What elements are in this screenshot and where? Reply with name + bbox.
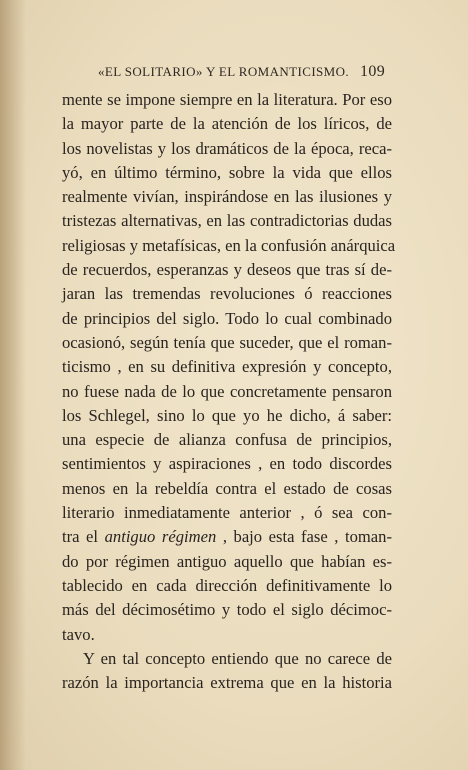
text-line: do por régimen antiguo aquello que habían es- [62, 551, 392, 571]
text-line: realmente vivían, inspirándose en las ilusiones y [62, 187, 392, 207]
page-number: 109 [360, 63, 386, 80]
text-line: ocasionó, según tenía que suceder, que el roman- [62, 332, 392, 352]
body-text [62, 88, 396, 695]
binding-gutter-shadow [0, 0, 26, 770]
text-line: ticismo , en su definitiva expresión y concepto, [62, 357, 392, 377]
text-line: los novelistas y los dramáticos de la época, reca- [62, 138, 392, 158]
text-line: de principios del siglo. Todo lo cual combinado [62, 308, 392, 328]
text-line: tavo. [62, 624, 95, 644]
line-segment: tra el [62, 527, 99, 547]
text-line: los Schlegel, sino lo que yo he dicho, á saber: [62, 405, 392, 425]
text-line-with-italic [62, 525, 392, 549]
text-line: no fuese nada de lo que concretamente pensaron [62, 381, 392, 401]
text-line: literario inmediatamente anterior , ó sea con- [62, 503, 392, 523]
text-line: razón la importancia extrema que en la historia [62, 673, 392, 693]
text-line: de recuerdos, esperanzas y deseos que tras sí de- [62, 260, 392, 280]
italic-phrase: antiguo régimen [104, 527, 217, 547]
text-line: jaran las tremendas revoluciones ó reacciones [62, 284, 392, 304]
running-title: «EL SOLITARIO» Y EL ROMANTICISMO. [98, 64, 350, 79]
text-line: menos en la rebeldía contra el estado de cosas [62, 478, 392, 498]
text-line: religiosas y metafísicas, en la confusión anárquica [62, 235, 396, 255]
text-line: más del décimosétimo y todo el siglo décimoc- [62, 600, 392, 620]
line-segment: , bajo esta fase , toman- [222, 527, 392, 547]
text-line: sentimientos y aspiraciones , en todo discordes [62, 454, 392, 474]
text-line: tablecido en cada dirección definitivamente lo [62, 575, 392, 595]
text-line: mente se impone siempre en la literatura. Por eso [62, 90, 392, 109]
text-line: yó, en último término, sobre la vida que ellos [62, 162, 392, 182]
paragraph-first-line: Y en tal concepto entiendo que no carece de [83, 648, 392, 668]
text-line: una especie de alianza confusa de principios, [62, 430, 392, 450]
running-header [98, 64, 398, 80]
text-line: tristezas alternativas, en las contradictorias dudas [62, 211, 392, 231]
text-line: la mayor parte de la atención de los líricos, de [62, 114, 392, 134]
